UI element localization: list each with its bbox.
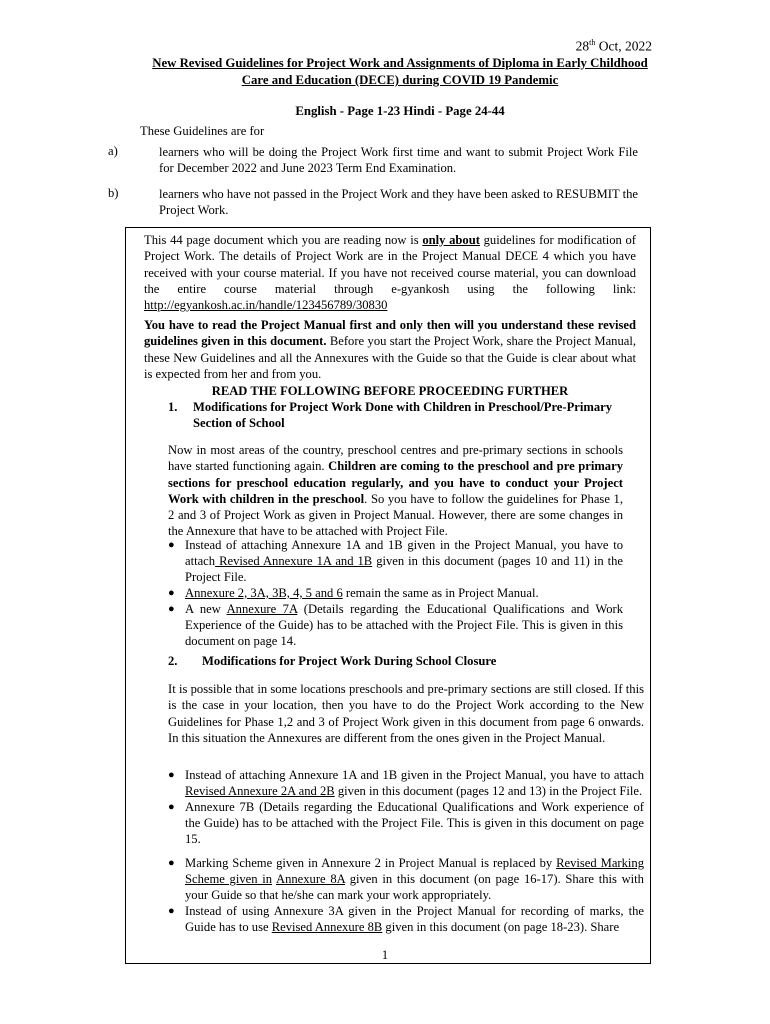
bullet-icon: ● bbox=[168, 587, 175, 599]
section-1-paragraph: Now in most areas of the country, preschool centres and pre-primary sections in schools have started functioning again. Children are coming to the preschool and pre primary sections for preschool education regularly, and you have to conduct your Project Work with children in the preschool. So you have to follow the guidelines for Phase 1, 2 and 3 of Project Work as given in Project Manual. However, there are some changes in the Annexure that have to be attached with Project File. bbox=[168, 443, 623, 539]
intro-item-a bbox=[108, 144, 638, 176]
section-1-bullets bbox=[168, 537, 623, 649]
read-before-heading: READ THE FOLLOWING BEFORE PROCEEDING FURTHER bbox=[211, 384, 569, 398]
bullet-icon: ● bbox=[168, 603, 175, 615]
box-paragraph-2: You have to read the Project Manual first and only then will you understand these revised guidelines given in this document. Before you start the Project Work, share the Project Manual, these New Guidelines and all the Annexures with the Guide so that the Guide is clear about what is expected from her and from you. bbox=[144, 318, 636, 381]
list-item: ● Annexure 7B (Details regarding the Educational Qualifications and Work experience of the Guide) has to be attached with the Project File. This is given in this document on page 15. bbox=[168, 800, 644, 846]
list-item: ● Instead of attaching Annexure 1A and 1B given in the Project Manual, you have to attach Revised Annexure 2A and 2B given in this document (pages 12 and 13) in the Project File. bbox=[168, 768, 644, 798]
item-marker-b: b) bbox=[108, 186, 119, 200]
section-2-heading bbox=[168, 653, 638, 669]
section-2-number: 2. bbox=[168, 654, 178, 668]
language-pages-line: English - Page 1-23 Hindi - Page 24-44 bbox=[295, 104, 505, 118]
page-number: 1 bbox=[381, 948, 389, 962]
section-2-paragraph: It is possible that in some locations preschools and pre-primary sections are still closed. If this is the case in your location, then you have to do the Project Work according to the New Guidelines for Phase 1,2 and 3 of Project Work given in this document from page 6 onwards. In this situation the Annexures are different from the ones given in the Project Manual. bbox=[168, 682, 644, 745]
document-title bbox=[120, 55, 680, 89]
bullet-icon: ● bbox=[168, 801, 175, 813]
intro-item-b bbox=[108, 186, 638, 218]
box-paragraph-1: This 44 page document which you are reading now is only about guidelines for modification of Project Work. The details of Project Work are in the Project Manual DECE 4 which you have received with your course material. If you have not received course material, you can download the entire course material through e-gyankosh using the following link: http://egyankosh.ac.in/handle/123456789/30830 bbox=[144, 233, 636, 313]
bullet-icon: ● bbox=[168, 905, 175, 917]
intro-item-b-text: learners who have not passed in the Project Work and they have been asked to RESUBMIT the Project Work. bbox=[159, 187, 638, 217]
bullet-icon: ● bbox=[168, 857, 175, 869]
list-item: ● Instead of attaching Annexure 1A and 1B given in the Project Manual, you have to attach Revised Annexure 1A and 1B given in this document (pages 10 and 11) in the Project File. bbox=[168, 538, 623, 584]
title-line-1: New Revised Guidelines for Project Work and Assignments of Diploma in Early Childhood bbox=[152, 56, 648, 70]
bullet-icon: ● bbox=[168, 769, 175, 781]
section-2-title: Modifications for Project Work During School Closure bbox=[202, 654, 497, 668]
list-item: ● A new Annexure 7A (Details regarding the Educational Qualifications and Work Experience of the Guide) has to be attached with the Project File. This is given in this document on page 14. bbox=[168, 602, 624, 648]
section-1-title: Modifications for Project Work Done with Children in Preschool/Pre-Primary Section of School bbox=[193, 400, 613, 431]
section-1-number: 1. bbox=[168, 400, 178, 414]
bullet-icon: ● bbox=[168, 539, 175, 551]
list-item: ● Marking Scheme given in Annexure 2 in Project Manual is replaced by Revised Marking Scheme given in Annexure 8A given in this document (on page 16-17). Share this with your Guide so that he/she can mark your work appropriately. bbox=[168, 856, 644, 902]
guidelines-intro: These Guidelines are for bbox=[140, 124, 265, 138]
section-2-bullets bbox=[168, 767, 644, 935]
document-date: 28th Oct, 2022 bbox=[575, 38, 652, 54]
list-item: ● Annexure 2, 3A, 3B, 4, 5 and 6 remain the same as in Project Manual. bbox=[168, 586, 539, 600]
egyankosh-link[interactable]: http://egyankosh.ac.in/handle/123456789/30830 bbox=[144, 298, 388, 313]
title-line-2: Care and Education (DECE) during COVID 19 Pandemic bbox=[241, 73, 559, 87]
item-marker-a: a) bbox=[108, 144, 118, 158]
guidelines-box bbox=[125, 227, 651, 964]
only-about-emphasis: only about bbox=[422, 233, 480, 247]
list-item: ● Instead of using Annexure 3A given in the Project Manual for recording of marks, the Guide has to use Revised Annexure 8B given in this document (on page 18-23). Share bbox=[168, 904, 644, 934]
intro-item-a-text: learners who will be doing the Project Work first time and want to submit Project Work File for December 2022 and June 2023 Term End Examination. bbox=[159, 145, 638, 175]
section-1-heading bbox=[168, 399, 638, 432]
